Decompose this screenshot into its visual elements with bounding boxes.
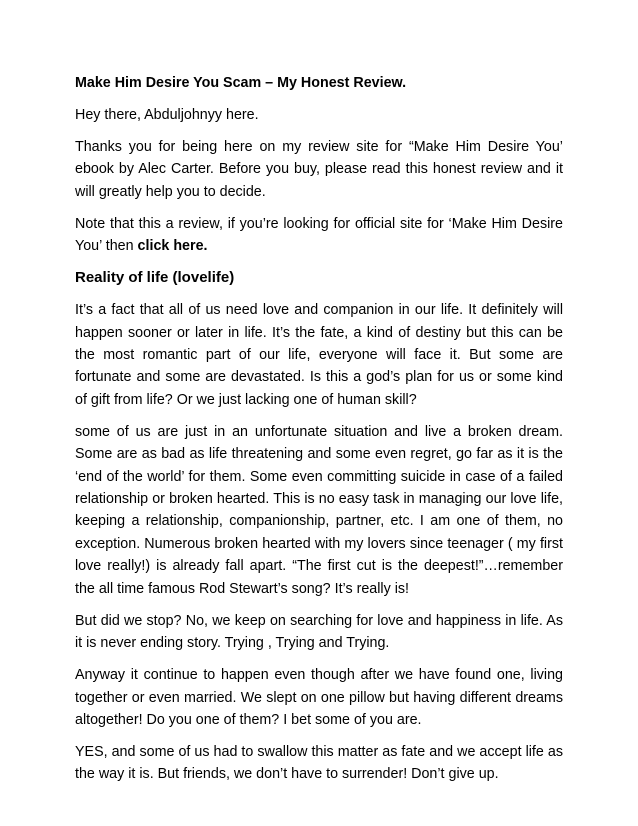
note-paragraph [75, 213, 563, 258]
official-site-link[interactable]: click here. [137, 238, 208, 255]
body-paragraph-4: Anyway it continue to happen even though after we have found one, living together or even married. We slept on one pillow but having different dreams altogether! Do you one of them? I bet some of you are. [75, 667, 563, 728]
section-heading: Reality of life (lovelife) [75, 269, 235, 287]
intro-paragraph: Thanks you for being here on my review site for “Make Him Desire You’ ebook by Alec Carter. Before you buy, please read this honest review and it will greatly help you to decide. [75, 139, 563, 200]
body-paragraph-1: It’s a fact that all of us need love and companion in our life. It definitely will happen sooner or later in life. It’s the fate, a kind of destiny but this can be the most romantic part of our life, everyone will face it. But some are fortunate and some are devastated. Is this a god’s plan for us or some kind of gift from life? Or we just lacking one of human skill? [75, 302, 563, 408]
body-paragraph-2: some of us are just in an unfortunate situation and live a broken dream. Some are as bad as life threatening and some even regret, go far as it is the ‘end of the world’ for them. Some even committing suicide in case of a failed relationship or broken hearted. This is no easy task in managing our love life, keeping a relationship, companionship, partner, etc. I am one of them, no exception. Numerous broken hearted with my lovers since teenager ( my first love really!) is already fall apart. “The first cut is the deepest!”…remember the all time famous Rod Stewart’s song? It’s really is! [75, 423, 563, 597]
note-text: Note that this a review, if you’re looking for official site for ‘Make Him Desire You’ then [75, 215, 563, 255]
greeting-paragraph: Hey there, Abduljohnyy here. [75, 107, 259, 123]
document-title: Make Him Desire You Scam – My Honest Review. [75, 75, 407, 91]
body-paragraph-3: But did we stop? No, we keep on searching for love and happiness in life. As it is never ending story. Trying , Trying and Trying. [75, 612, 563, 652]
document-page [75, 72, 563, 795]
body-paragraph-5: YES, and some of us had to swallow this matter as fate and we accept life as the way it is. But friends, we don’t have to surrender! Don’t give up. [75, 743, 563, 783]
